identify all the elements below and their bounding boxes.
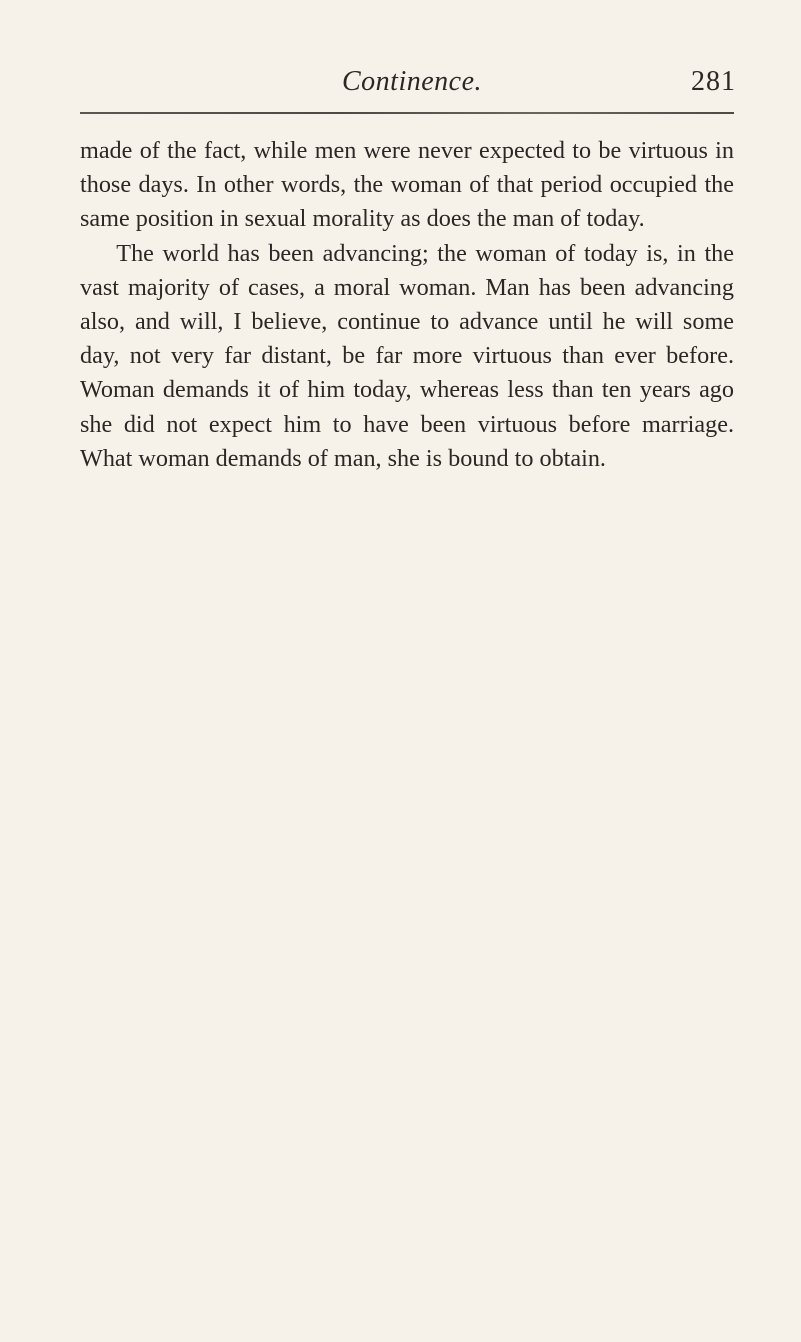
body-text [80, 134, 734, 476]
page-number: 281 [691, 66, 736, 97]
header-rule [80, 112, 734, 114]
paragraph: made of the fact, while men were never expected to be virtuous in those days. In other words, the woman of that period occupied the same position in sexual morality as does the man of today. [80, 137, 734, 233]
running-head [80, 66, 736, 106]
running-head-title: Continence. [342, 66, 483, 97]
paragraph: The world has been advancing; the woman of today is, in the vast majority of cases, a moral woman. Man has been advancing also, and will, I believe, continue to advance until he will some day, not very far distant, be far more virtuous than ever before. Woman demands it of him today, whereas less than ten years ago she did not expect him to have been virtuous before marriage. What woman demands of man, she is bound to obtain. [80, 239, 734, 472]
